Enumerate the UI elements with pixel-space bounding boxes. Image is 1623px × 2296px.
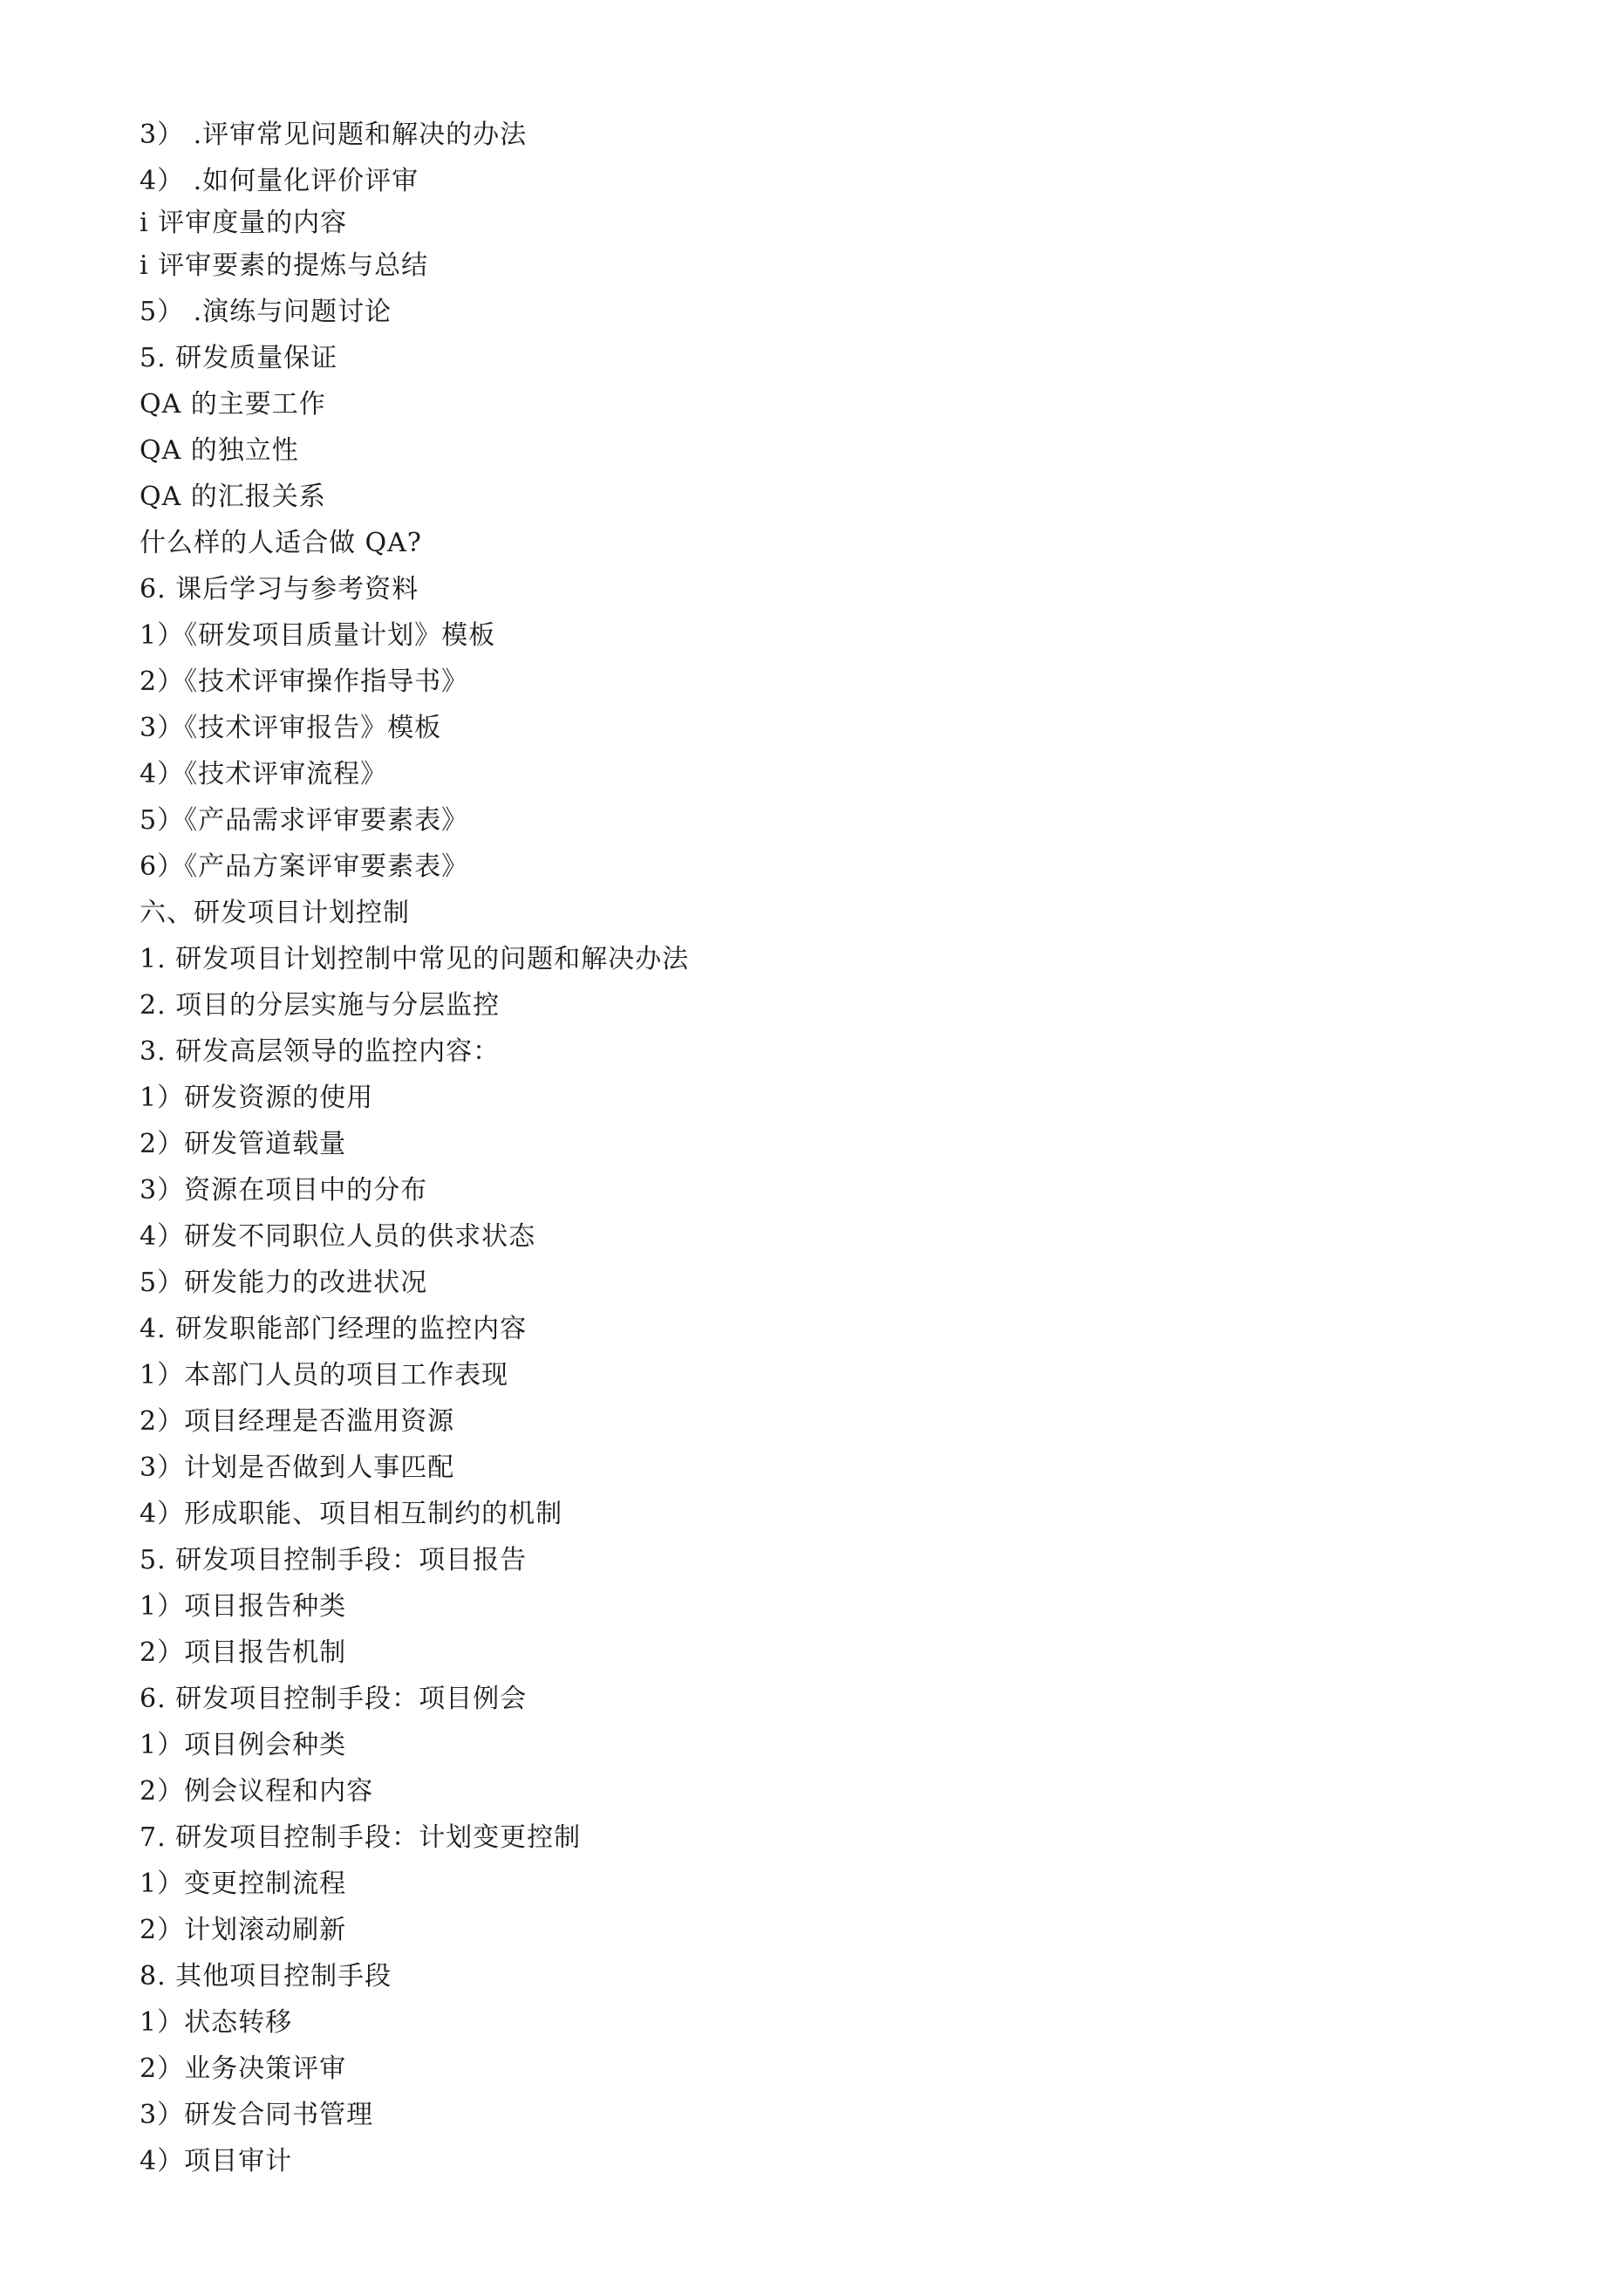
outline-line: 2. 项目的分层实施与分层监控 xyxy=(140,990,501,1021)
outline-line: 5）《产品需求评审要素表》 xyxy=(140,805,469,836)
outline-line: 5. 研发项目控制手段：项目报告 xyxy=(140,1545,528,1575)
outline-line: 3）资源在项目中的分布 xyxy=(140,1175,428,1206)
outline-line: 2）业务决策评审 xyxy=(140,2053,347,2084)
outline-line: 6. 研发项目控制手段：项目例会 xyxy=(140,1684,528,1714)
outline-line: 7. 研发项目控制手段：计划变更控制 xyxy=(140,1822,582,1853)
outline-line: 4）形成职能、项目相互制约的机制 xyxy=(140,1499,563,1529)
outline-line: 4. 研发职能部门经理的监控内容 xyxy=(140,1314,528,1344)
outline-line: 5）研发能力的改进状况 xyxy=(140,1268,428,1298)
outline-line: 1）变更控制流程 xyxy=(140,1869,347,1899)
outline-line: 4）研发不同职位人员的供求状态 xyxy=(140,1221,536,1252)
outline-line: 1）项目例会种类 xyxy=(140,1730,347,1760)
outline-line: 4） .如何量化评价评审 xyxy=(140,166,419,196)
outline-line: 6. 课后学习与参考资料 xyxy=(140,574,419,605)
outline-line: 什么样的人适合做 QA? xyxy=(140,528,422,558)
outline-line: 4）项目审计 xyxy=(140,2146,293,2176)
outline-line: 1）《研发项目质量计划》模板 xyxy=(140,620,496,651)
outline-line: QA 的主要工作 xyxy=(140,389,326,420)
outline-line: 5） .演练与问题讨论 xyxy=(140,297,392,327)
outline-line: i 评审度量的内容 xyxy=(140,208,348,238)
outline-line: 2）计划滚动刷新 xyxy=(140,1915,347,1945)
outline-line: 6）《产品方案评审要素表》 xyxy=(140,851,469,882)
outline-line: 5. 研发质量保证 xyxy=(140,343,338,373)
outline-line: 3）研发合同书管理 xyxy=(140,2100,374,2130)
outline-line: 1）项目报告种类 xyxy=(140,1591,347,1622)
outline-line: 8. 其他项目控制手段 xyxy=(140,1961,392,1992)
outline-line: 2）例会议程和内容 xyxy=(140,1776,374,1807)
outline-line: 2）项目报告机制 xyxy=(140,1637,347,1668)
outline-line: 1）本部门人员的项目工作表现 xyxy=(140,1360,509,1391)
outline-line: 3）计划是否做到人事匹配 xyxy=(140,1452,455,1483)
outline-line: 3） .评审常见问题和解决的办法 xyxy=(140,120,528,150)
outline-line: 2）项目经理是否滥用资源 xyxy=(140,1406,455,1437)
outline-line: 3）《技术评审报告》模板 xyxy=(140,713,442,743)
outline-line: 2）《技术评审操作指导书》 xyxy=(140,666,469,697)
document-page xyxy=(140,112,1535,2184)
outline-line: 1. 研发项目计划控制中常见的问题和解决办法 xyxy=(140,944,690,974)
outline-line: QA 的汇报关系 xyxy=(140,482,326,512)
outline-line: 3. 研发高层领导的监控内容： xyxy=(140,1036,501,1067)
outline-line: QA 的独立性 xyxy=(140,435,299,466)
outline-line: 1）状态转移 xyxy=(140,2007,293,2038)
outline-line: 2）研发管道载量 xyxy=(140,1129,347,1159)
outline-line: 1）研发资源的使用 xyxy=(140,1083,374,1113)
section-heading: 六、研发项目计划控制 xyxy=(140,898,410,928)
outline-line: i 评审要素的提炼与总结 xyxy=(140,250,429,281)
outline-line: 4）《技术评审流程》 xyxy=(140,759,388,789)
